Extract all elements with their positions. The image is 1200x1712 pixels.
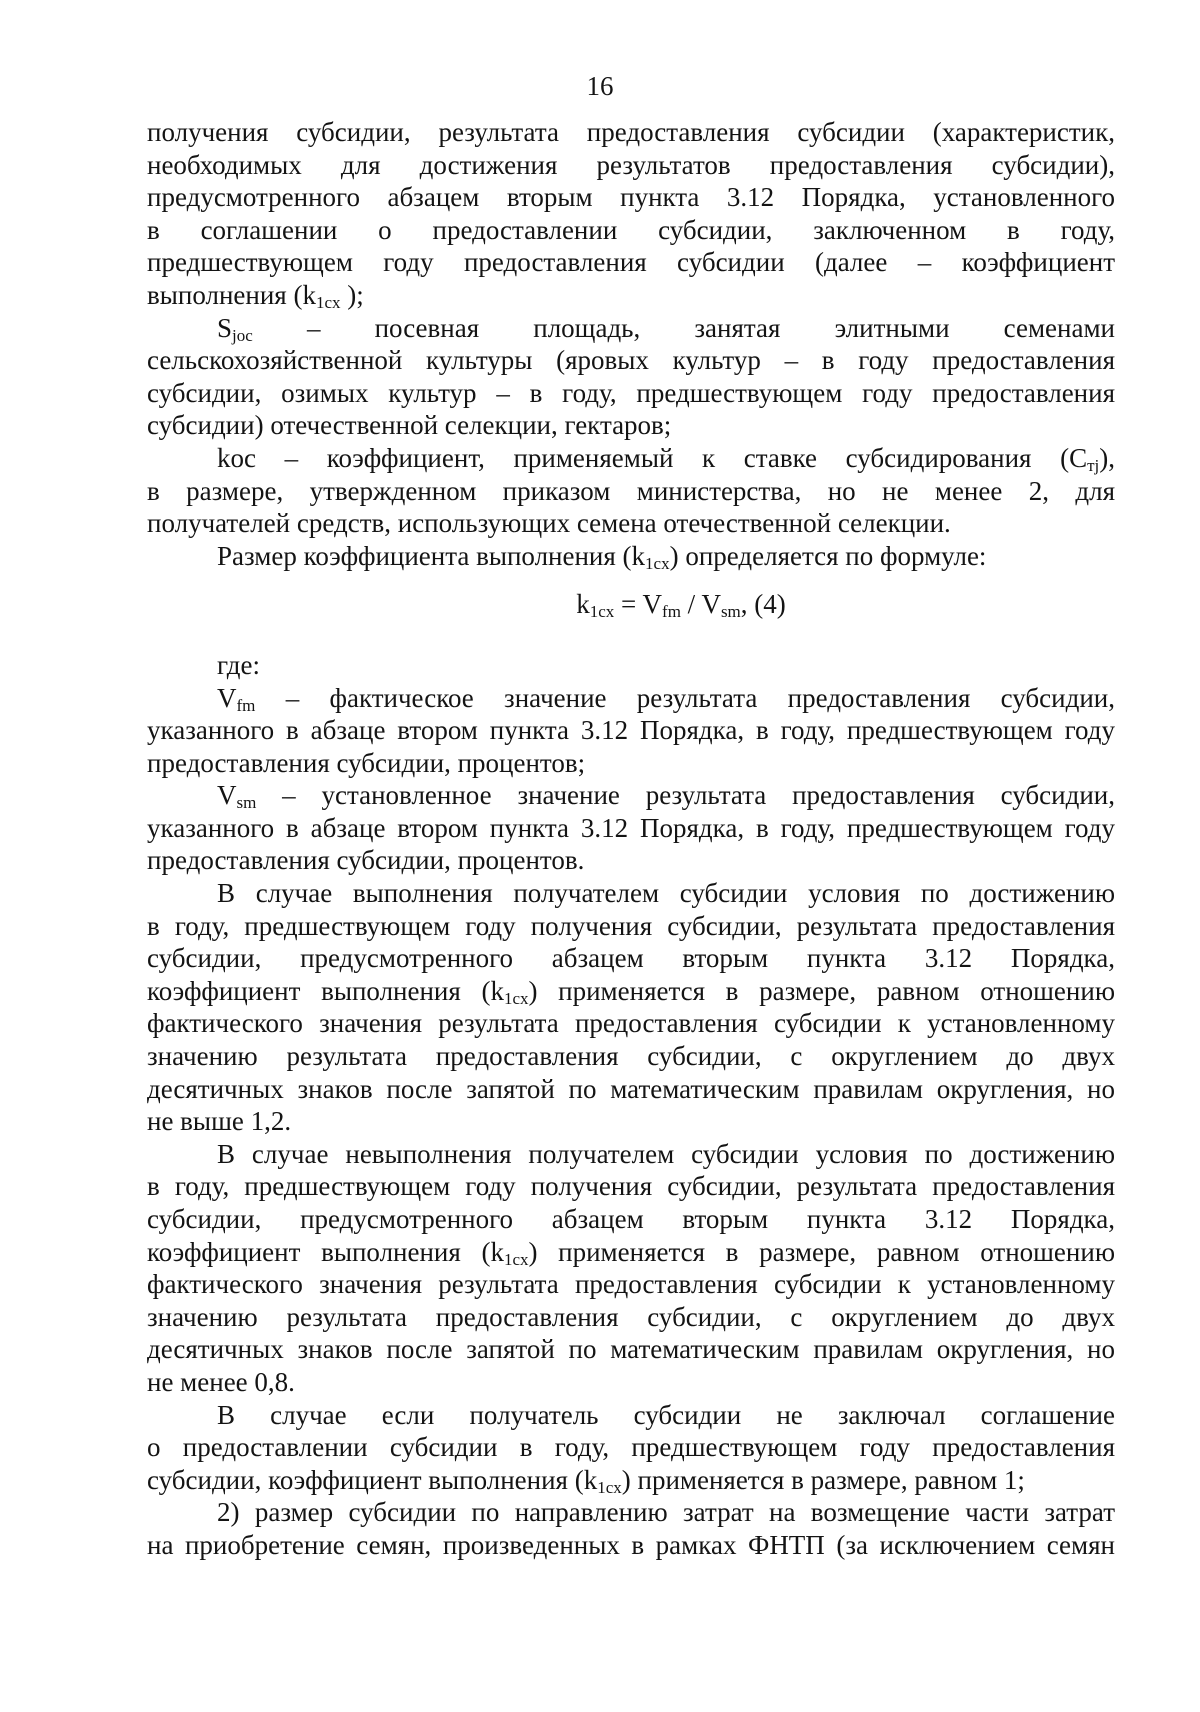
vsm-definition (147, 779, 1115, 877)
para-not-fulfilled-line: субсидии, предусмотренного абзацем вторым пункта 3.12 Порядка, (147, 1204, 1115, 1234)
vfm-def-line: $V_{fm}$ – фактическое значение результата предоставления субсидии, (217, 682, 1115, 715)
para-2-line: 2) размер субсидии по направлению затрат на возмещение части затрат (217, 1497, 1115, 1528)
para-fulfilled-line: значению результата предоставления субсидии, с округлением до двух (147, 1041, 1115, 1072)
para-no-agreement-line: о предоставлении субсидии в году, предшествующем году предоставления (147, 1432, 1115, 1463)
para-fulfilled-line: в году, предшествующем году получения субсидии, результата предоставления (147, 910, 1115, 941)
lines-line: выполнения ($k_{1cx}$ ); (147, 279, 364, 312)
sjoc-def-line: субсидии) отечественной селекции, гектаров; (147, 410, 672, 441)
vfm-def-line: указанного в абзаце втором пункта 3.12 Порядка, в году, предшествующем году (147, 715, 1115, 746)
koc-def-line: koc – коэффициент, применяемый к ставке субсидирования $(С_{тj})$, (217, 442, 1115, 475)
para-fulfilled-line: субсидии, предусмотренного абзацем вторым пункта 3.12 Порядка, (147, 943, 1115, 974)
para-not-fulfilled-line: коэффициент выполнения $(k_{1cx})$ применяется в размере, равном отношению (147, 1236, 1115, 1269)
koc-definition (147, 442, 1115, 540)
para-not-fulfilled-line: значению результата предоставления субсидии, с округлением до двух (147, 1301, 1115, 1332)
formula: $k_{1cx} = V_{fm} / V_{sm}$, (4) (576, 589, 786, 622)
para-not-fulfilled-line: в году, предшествующем году получения субсидии, результата предоставления (147, 1171, 1115, 1202)
vfm-def-line: предоставления субсидии, процентов; (147, 747, 586, 778)
intro-paragraph (147, 116, 1115, 312)
lines-line: предшествующем году предоставления субсидии (далее – коэффициент (147, 247, 1115, 278)
lines-line: предусмотренного абзацем вторым пункта 3.12 Порядка, установленного (147, 182, 1115, 213)
sjoc-def-line: $S_{joc}$ – посевная площадь, занятая элитными семенами (217, 312, 1115, 345)
para-no-agreement-line: субсидии, коэффициент выполнения $(k_{1cx})$ применяется в размере, равном 1; (147, 1464, 1025, 1497)
para-not-fulfilled-line: фактического значения результата предоставления субсидии к установленному (147, 1269, 1115, 1300)
koc-def-line: получателей средств, использующих семена отечественной селекции. (147, 508, 951, 539)
para-fulfilled-line: коэффициент выполнения $(k_{1cx})$ применяется в размере, равном отношению (147, 975, 1115, 1008)
para-fulfilled-line: не выше 1,2. (147, 1106, 292, 1137)
para-not-fulfilled-line: В случае невыполнения получателем субсидии условия по достижению (217, 1138, 1115, 1169)
para-fulfilled-line: В случае выполнения получателем субсидии условия по достижению (217, 878, 1115, 909)
fulfilled-paragraph (147, 877, 1115, 1138)
where-label: где: (217, 649, 260, 680)
sjoc-def-line: субсидии, озимых культур – в году, предшествующем году предоставления (147, 377, 1115, 408)
vfm-definition (147, 682, 1115, 780)
para-fulfilled-line: десятичных знаков после запятой по математическим правилам округления, но (147, 1073, 1115, 1104)
lines-line: в соглашении о предоставлении субсидии, заключенном в году, (147, 214, 1115, 245)
lines-line: необходимых для достижения результатов предоставления субсидии), (147, 149, 1115, 180)
para-not-fulfilled-line: не менее 0,8. (147, 1366, 295, 1397)
item-2-paragraph (147, 1496, 1115, 1561)
para-fulfilled-line: фактического значения результата предоставления субсидии к установленному (147, 1008, 1115, 1039)
vsm-def-line: указанного в абзаце втором пункта 3.12 Порядка, в году, предшествующем году (147, 812, 1115, 843)
vsm-def-line: предоставления субсидии, процентов. (147, 845, 585, 876)
vsm-def-line: $V_{sm}$ – установленное значение результата предоставления субсидии, (217, 780, 1115, 813)
formula-intro: Размер коэффициента выполнения $(k_{1cx})$ определяется по формуле: (217, 540, 987, 573)
sjoc-definition (147, 312, 1115, 442)
para-no-agreement-line: В случае если получатель субсидии не заключал соглашение (217, 1399, 1115, 1430)
no-agreement-paragraph (147, 1399, 1115, 1497)
document-body (147, 116, 1115, 1562)
lines-line: получения субсидии, результата предоставления субсидии (характеристик, (147, 117, 1115, 147)
sjoc-def-line: сельскохозяйственной культуры (яровых культур – в году предоставления (147, 345, 1115, 376)
page-number: 16 (586, 71, 614, 101)
koc-def-line: в размере, утвержденном приказом министерства, но не менее 2, для (147, 475, 1115, 506)
para-2-line: на приобретение семян, произведенных в рамках ФНТП (за исключением семян (147, 1529, 1115, 1560)
not-fulfilled-paragraph (147, 1138, 1115, 1399)
para-not-fulfilled-line: десятичных знаков после запятой по математическим правилам округления, но (147, 1334, 1115, 1365)
